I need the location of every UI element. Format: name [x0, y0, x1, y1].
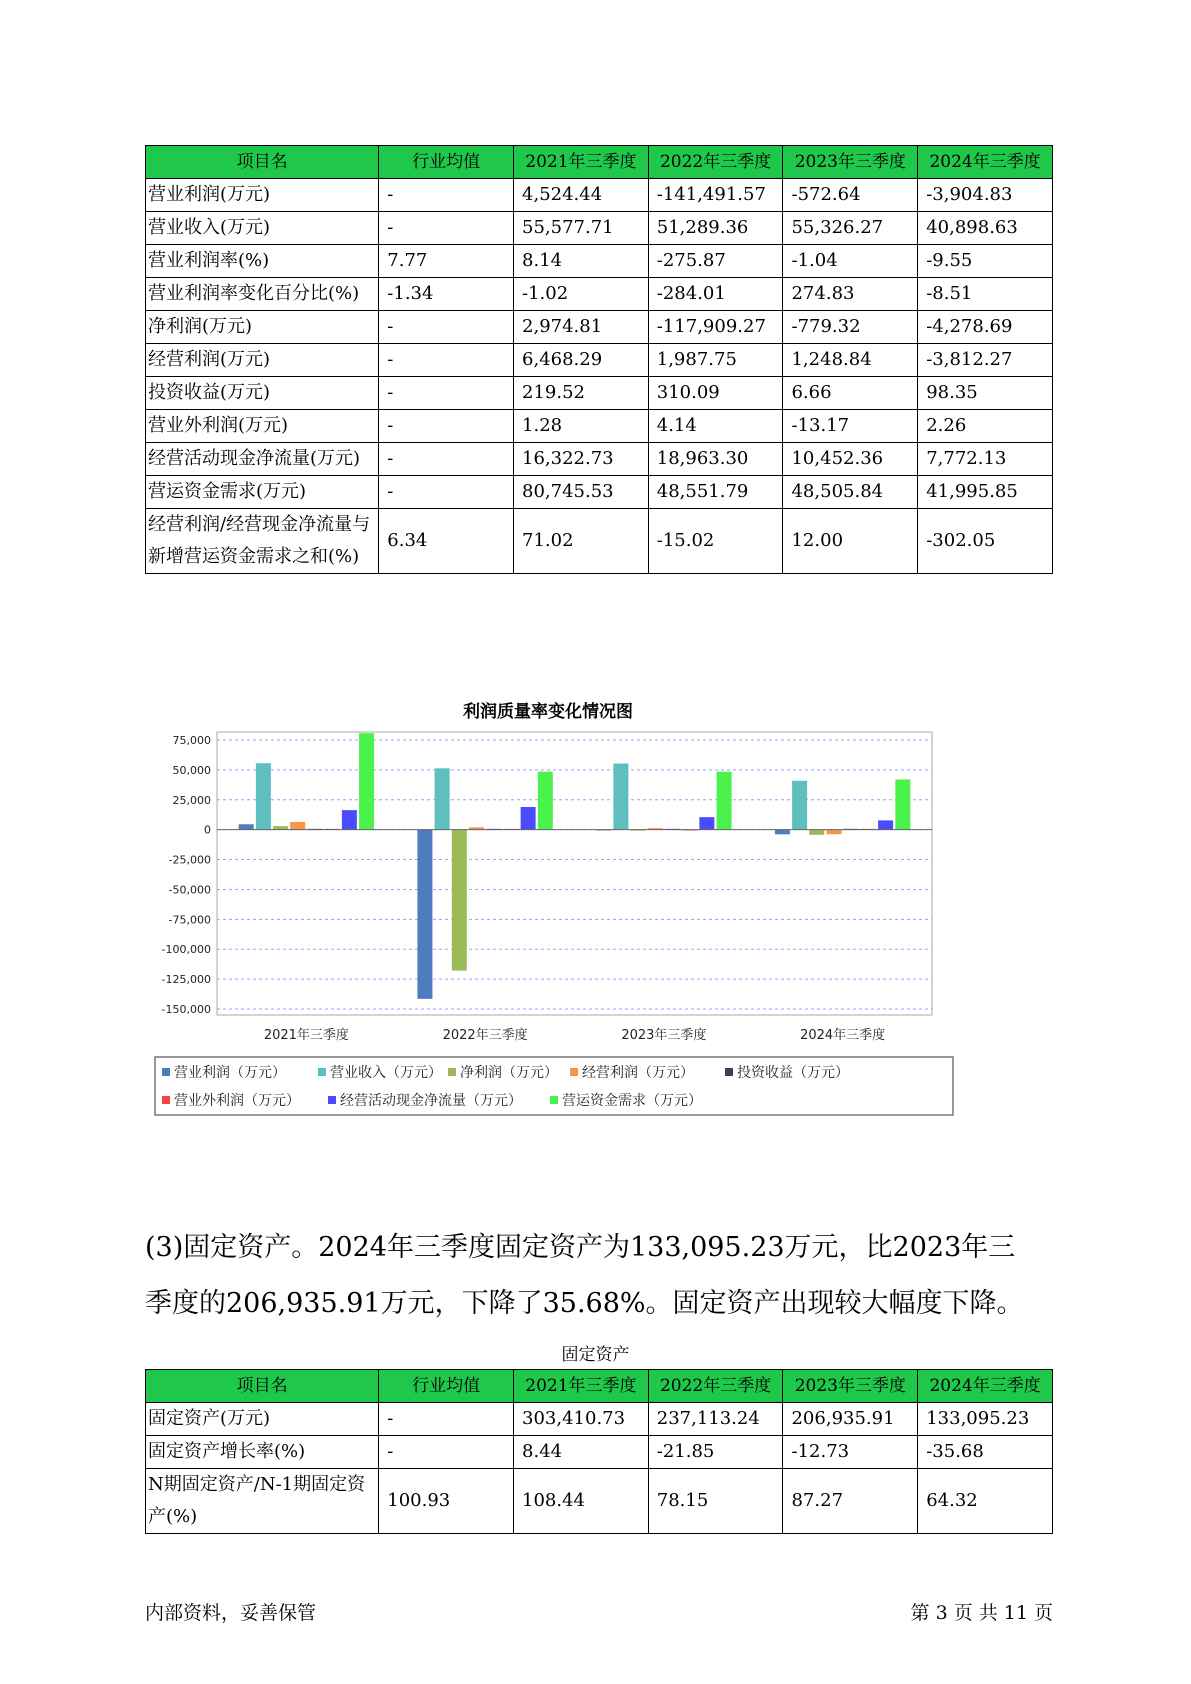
legend-label: 投资收益（万元） — [737, 1065, 849, 1081]
fixed-assets-paragraph-line1: (3)固定资产。2024年三季度固定资产为133,095.23万元，比2023年三 — [145, 1232, 1016, 1263]
bar — [878, 820, 893, 829]
header-cell: 行业均值 — [379, 1370, 514, 1403]
bar — [613, 764, 628, 830]
table-cell: -35.68 — [918, 1436, 1053, 1469]
table-row — [146, 1436, 1053, 1469]
table-cell: 206,935.91 — [783, 1403, 918, 1436]
header-cell: 项目名 — [146, 146, 379, 179]
table-cell: 1.28 — [514, 410, 649, 443]
table-cell: 8.14 — [514, 245, 649, 278]
row-label: 固定资产(万元) — [146, 1403, 379, 1436]
header-cell: 行业均值 — [379, 146, 514, 179]
table-cell: 100.93 — [379, 1469, 514, 1534]
y-tick-label: 75,000 — [172, 734, 211, 747]
table-cell: - — [379, 410, 514, 443]
row-label: 固定资产增长率(%) — [146, 1436, 379, 1469]
table-row — [146, 476, 1053, 509]
table-cell: - — [379, 344, 514, 377]
table-cell: 51,289.36 — [648, 212, 783, 245]
x-tick-label: 2024年三季度 — [800, 1028, 886, 1043]
bar — [342, 810, 357, 830]
legend-swatch — [725, 1068, 733, 1076]
header-cell: 2023年三季度 — [783, 1370, 918, 1403]
row-label: N期固定资产/N-1期固定资产(%) — [146, 1469, 379, 1534]
table-cell: 55,577.71 — [514, 212, 649, 245]
table-cell: -4,278.69 — [918, 311, 1053, 344]
table-cell: -8.51 — [918, 278, 1053, 311]
table-cell: - — [379, 311, 514, 344]
x-tick-label: 2021年三季度 — [263, 1028, 349, 1043]
bar — [775, 830, 790, 835]
table-cell: -275.87 — [648, 245, 783, 278]
table-row — [146, 245, 1053, 278]
footer-confidential: 内部资料，妥善保管 — [145, 1602, 317, 1624]
table-cell: - — [379, 377, 514, 410]
y-tick-label: -150,000 — [161, 1003, 211, 1016]
table-cell: 108.44 — [514, 1469, 649, 1534]
table-cell: 64.32 — [918, 1469, 1053, 1534]
table-cell: 133,095.23 — [918, 1403, 1053, 1436]
table-cell: 10,452.36 — [783, 443, 918, 476]
bar — [256, 763, 271, 829]
row-label: 营业利润(万元) — [146, 179, 379, 212]
table-cell: 237,113.24 — [648, 1403, 783, 1436]
table-row — [146, 179, 1053, 212]
x-tick-label: 2023年三季度 — [621, 1028, 707, 1043]
legend-swatch — [570, 1068, 578, 1076]
row-label: 投资收益(万元) — [146, 377, 379, 410]
legend-label: 营业外利润（万元） — [174, 1093, 300, 1109]
table-cell: -13.17 — [783, 410, 918, 443]
table-cell: 48,505.84 — [783, 476, 918, 509]
row-label: 经营活动现金净流量(万元) — [146, 443, 379, 476]
table-cell: 98.35 — [918, 377, 1053, 410]
table-cell: -284.01 — [648, 278, 783, 311]
legend-swatch — [318, 1068, 326, 1076]
header-cell: 2021年三季度 — [514, 146, 649, 179]
table-cell: -21.85 — [648, 1436, 783, 1469]
table-cell: 303,410.73 — [514, 1403, 649, 1436]
table-row — [146, 377, 1053, 410]
table-caption: 固定资产 — [561, 1345, 630, 1365]
table-cell: 7,772.13 — [918, 443, 1053, 476]
table-cell: 12.00 — [783, 509, 918, 574]
table-cell: 41,995.85 — [918, 476, 1053, 509]
table-cell: - — [379, 212, 514, 245]
table-cell: 80,745.53 — [514, 476, 649, 509]
table-cell: 40,898.63 — [918, 212, 1053, 245]
y-tick-label: -50,000 — [168, 883, 211, 897]
bar — [792, 781, 807, 830]
table-row — [146, 410, 1053, 443]
legend-label: 经营活动现金净流量（万元） — [340, 1093, 522, 1109]
table-row — [146, 311, 1053, 344]
table-cell: 310.09 — [648, 377, 783, 410]
table-cell: 55,326.27 — [783, 212, 918, 245]
table-row — [146, 443, 1053, 476]
bar — [273, 826, 288, 830]
table-cell: -779.32 — [783, 311, 918, 344]
table-cell: 16,322.73 — [514, 443, 649, 476]
y-tick-label: 0 — [204, 823, 211, 837]
fixed-assets-paragraph-line2: 季度的206,935.91万元，下降了35.68%。固定资产出现较大幅度下降。 — [145, 1288, 1024, 1319]
table-row — [146, 1469, 1053, 1534]
table-header-row — [146, 1370, 1053, 1403]
table-cell: 274.83 — [783, 278, 918, 311]
table-cell: -1.34 — [379, 278, 514, 311]
bar — [538, 772, 553, 830]
row-label: 经营利润/经营现金净流量与新增营运资金需求之和(%) — [146, 509, 379, 574]
table-cell: 219.52 — [514, 377, 649, 410]
table-cell: -9.55 — [918, 245, 1053, 278]
table-cell: 6.34 — [379, 509, 514, 574]
table-cell: 18,963.30 — [648, 443, 783, 476]
header-cell: 2023年三季度 — [783, 146, 918, 179]
bar — [359, 733, 374, 830]
fixed-assets-table — [145, 1369, 1053, 1534]
legend-swatch — [162, 1096, 170, 1104]
row-label: 净利润(万元) — [146, 311, 379, 344]
table-cell: 6.66 — [783, 377, 918, 410]
table-cell: -302.05 — [918, 509, 1053, 574]
table-cell: -3,812.27 — [918, 344, 1053, 377]
table-cell: -1.02 — [514, 278, 649, 311]
table-cell: - — [379, 1403, 514, 1436]
table-cell: - — [379, 476, 514, 509]
table-row — [146, 278, 1053, 311]
table-cell: -12.73 — [783, 1436, 918, 1469]
profit-quality-chart — [150, 702, 1040, 1175]
header-cell: 2022年三季度 — [648, 1370, 783, 1403]
table-header-row — [146, 146, 1053, 179]
table-cell: 4,524.44 — [514, 179, 649, 212]
table-cell: 78.15 — [648, 1469, 783, 1534]
legend-label: 营业利润（万元） — [174, 1065, 286, 1081]
bar — [417, 830, 432, 999]
table-cell: -141,491.57 — [648, 179, 783, 212]
legend-swatch — [550, 1096, 558, 1104]
legend-label: 经营利润（万元） — [582, 1065, 694, 1081]
table-cell: -3,904.83 — [918, 179, 1053, 212]
y-tick-label: 25,000 — [172, 793, 211, 807]
row-label: 营业外利润(万元) — [146, 410, 379, 443]
table-cell: - — [379, 443, 514, 476]
legend-label: 营业收入（万元） — [330, 1065, 442, 1081]
y-tick-label: -75,000 — [168, 913, 211, 927]
table-row — [146, 344, 1053, 377]
table-cell: 48,551.79 — [648, 476, 783, 509]
table-cell: 2.26 — [918, 410, 1053, 443]
table-cell: 4.14 — [648, 410, 783, 443]
table-cell: -15.02 — [648, 509, 783, 574]
footer-page-number: 第 3 页 共 11 页 — [910, 1602, 1053, 1624]
table-cell: -1.04 — [783, 245, 918, 278]
table-cell: 1,987.75 — [648, 344, 783, 377]
legend-swatch — [448, 1068, 456, 1076]
profit-quality-table — [145, 145, 1053, 574]
row-label: 营业收入(万元) — [146, 212, 379, 245]
bar — [809, 830, 824, 835]
header-cell: 2024年三季度 — [918, 146, 1053, 179]
y-tick-label: -100,000 — [161, 943, 211, 957]
header-cell: 项目名 — [146, 1370, 379, 1403]
bar — [895, 779, 910, 829]
y-tick-label: 50,000 — [172, 763, 211, 777]
row-label: 营业利润率变化百分比(%) — [146, 278, 379, 311]
legend-label: 净利润（万元） — [460, 1065, 558, 1081]
bar — [290, 822, 305, 830]
row-label: 经营利润(万元) — [146, 344, 379, 377]
table-cell: - — [379, 179, 514, 212]
bar — [239, 824, 254, 829]
bar — [717, 772, 732, 830]
table-cell: -117,909.27 — [648, 311, 783, 344]
bar — [521, 807, 536, 830]
table-cell: 71.02 — [514, 509, 649, 574]
legend-swatch — [328, 1096, 336, 1104]
row-label: 营运资金需求(万元) — [146, 476, 379, 509]
x-tick-label: 2022年三季度 — [442, 1028, 528, 1043]
table-row — [146, 212, 1053, 245]
bar — [452, 830, 467, 971]
bar — [435, 768, 450, 829]
table-row — [146, 1403, 1053, 1436]
table-cell: 7.77 — [379, 245, 514, 278]
table-cell: 2,974.81 — [514, 311, 649, 344]
table-cell: - — [379, 1436, 514, 1469]
table-row — [146, 509, 1053, 574]
header-cell: 2022年三季度 — [648, 146, 783, 179]
table-cell: 87.27 — [783, 1469, 918, 1534]
table-cell: 1,248.84 — [783, 344, 918, 377]
row-label: 营业利润率(%) — [146, 245, 379, 278]
header-cell: 2024年三季度 — [918, 1370, 1053, 1403]
table-cell: -572.64 — [783, 179, 918, 212]
chart-title: 利润质量率变化情况图 — [463, 702, 633, 722]
table-cell: 8.44 — [514, 1436, 649, 1469]
y-tick-label: -125,000 — [161, 973, 211, 987]
legend-swatch — [162, 1068, 170, 1076]
legend-label: 营运资金需求（万元） — [562, 1093, 702, 1109]
bar — [699, 817, 714, 829]
plot-area — [217, 732, 932, 1015]
y-tick-label: -25,000 — [168, 853, 211, 867]
table-cell: 6,468.29 — [514, 344, 649, 377]
header-cell: 2021年三季度 — [514, 1370, 649, 1403]
chart-svg — [150, 702, 1040, 1175]
bar — [827, 830, 842, 835]
